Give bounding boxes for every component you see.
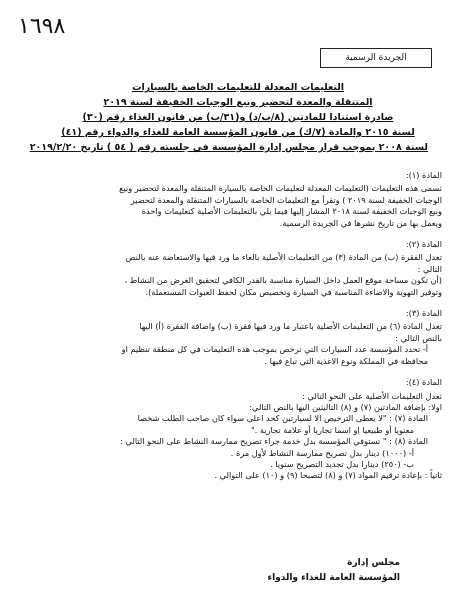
- article-line: المادة (٨) : " تستوفي المؤسسة بدل خدمة جراء تصريح ممارسة النشاط على النحو التالي :: [120, 436, 428, 447]
- signature-line: مجلس إدارة: [347, 558, 400, 568]
- article-line: محافظة في المملكة ونوع الاغذية التي تباع فيها .: [264, 355, 428, 366]
- header-line: المتنقلة والمعدة لتحضير وبيع الوجبات الخفيفة لسنة ٢٠١٩: [103, 97, 373, 108]
- article-3: [20, 308, 442, 367]
- article-4: [20, 377, 442, 482]
- article-line: ويعمل بها من تاريخ نشرها في الجريدة الرسمية.: [279, 217, 442, 228]
- article-line: بالنص التالي :: [395, 332, 442, 343]
- article-line: ب- (٢٥٠) دينارا بدل تجديد التصريح سنويا .: [270, 458, 414, 469]
- article-line: المادة (٧) : "لا يعطى الترخيص الا لسيارتين كحد اعلى سواء كان صاحب الطلب شخصا: [137, 413, 428, 424]
- article-line: وتوفير التهوية والاضاءة المناسبة في السيارة وتخصيص مكان لحفظ العبوات المستعملة).: [145, 286, 442, 297]
- article-line: أ- تحدد المؤسسة عدد السيارات التي ترخص بموجب هذه التعليمات في كل منطقة تنظيم او: [121, 344, 428, 355]
- article-line: أ- (١٠٠٠) دينار بدل تصريح ممارسة النشاط لأول مرة .: [230, 447, 414, 458]
- article-line: معنويا أو طبيعيا او اسما تجاريا أو علامة تجارية .": [250, 424, 414, 435]
- articles-body: [20, 170, 442, 492]
- article-title: المادة (١):: [405, 170, 442, 180]
- article-line: اولا: بإضافة المادتين (٧) و (٨) التاليتين اليها بالنص التالي:: [249, 401, 442, 412]
- article-title: المادة (٢):: [405, 239, 442, 250]
- gazette-label-box: الجريدة الرسمية: [320, 48, 432, 68]
- article-line: ثانياً : بإعادة ترقيم المواد (٧) و (٨) لتصبحا (٩) و (١٠) على التوالي .: [214, 470, 442, 481]
- header-line: التعليمات المعدلة للتعليمات الخاصة بالسيارات: [131, 82, 345, 93]
- article-line: الوجبات الخفيفة لسنة ٢٠١٩ ) وتقرأ مع التعليمات الخاصة بالسيارات المتنقلة والمعدة لتحضير: [130, 194, 442, 205]
- signature-line: المؤسسة العامة للغذاء والدواء: [267, 573, 400, 583]
- article-title: المادة (٤):: [405, 377, 442, 388]
- article-line: تعدل المادة (٦) من التعليمات الأصلية باعتبار ما ورد فيها فقرة (ب) واضافة الفقرة (أ) اليها: [139, 321, 442, 332]
- article-line: وبيع الوجبات الخفيفة لسنة ٢٠١٨ المشار إليها فيما يلي بالتعليمات الأصلية كتعليمات واحدة: [141, 206, 442, 217]
- article-line: تسمى هذه التعليمات (التعليمات المعدلة لتعليمات الخاصة بالسيارة المتنقلة والمعدة لتحضير وبيع: [119, 183, 442, 194]
- page-number: ١٦٩٨: [18, 14, 66, 39]
- article-2: [20, 239, 442, 298]
- article-line: التالي :: [417, 263, 442, 274]
- article-line: تعدل التعليمات الأصلية على النحو التالي :: [302, 390, 442, 401]
- article-line: تعدل الفقرة (ب) من المادة (٣) من التعليمات الأصلية بالغاء ما ورد فيها والاستعاضة عنه بالنص: [125, 252, 442, 263]
- header-line: لسنة ٢٠٠٨ بموجب قرار مجلس إدارة المؤسسة في جلسته رقم ( ٥٤ ) تاريخ ٢٠١٩/٢/٢٠: [29, 142, 428, 153]
- article-line: (أن تكون مساحة موقع العمل داخل السيارة مناسبة بالقدر الكافي لتحقيق الغرض من النشاط ،: [124, 275, 442, 286]
- signature-block: [267, 556, 400, 586]
- header-line: لسنة ٢٠١٥ والمادة (٧/ك) من قانون المؤسسة العامة للغذاء والدواء رقم (٤١): [61, 127, 415, 138]
- article-1: [20, 170, 442, 229]
- document-header: [29, 80, 428, 155]
- article-title: المادة (٣):: [405, 308, 442, 319]
- header-line: صادرة استنادا للمادتين (٨/ب/د) و(٣١/ب) من قانون الغذاء رقم (٣٠): [82, 112, 394, 123]
